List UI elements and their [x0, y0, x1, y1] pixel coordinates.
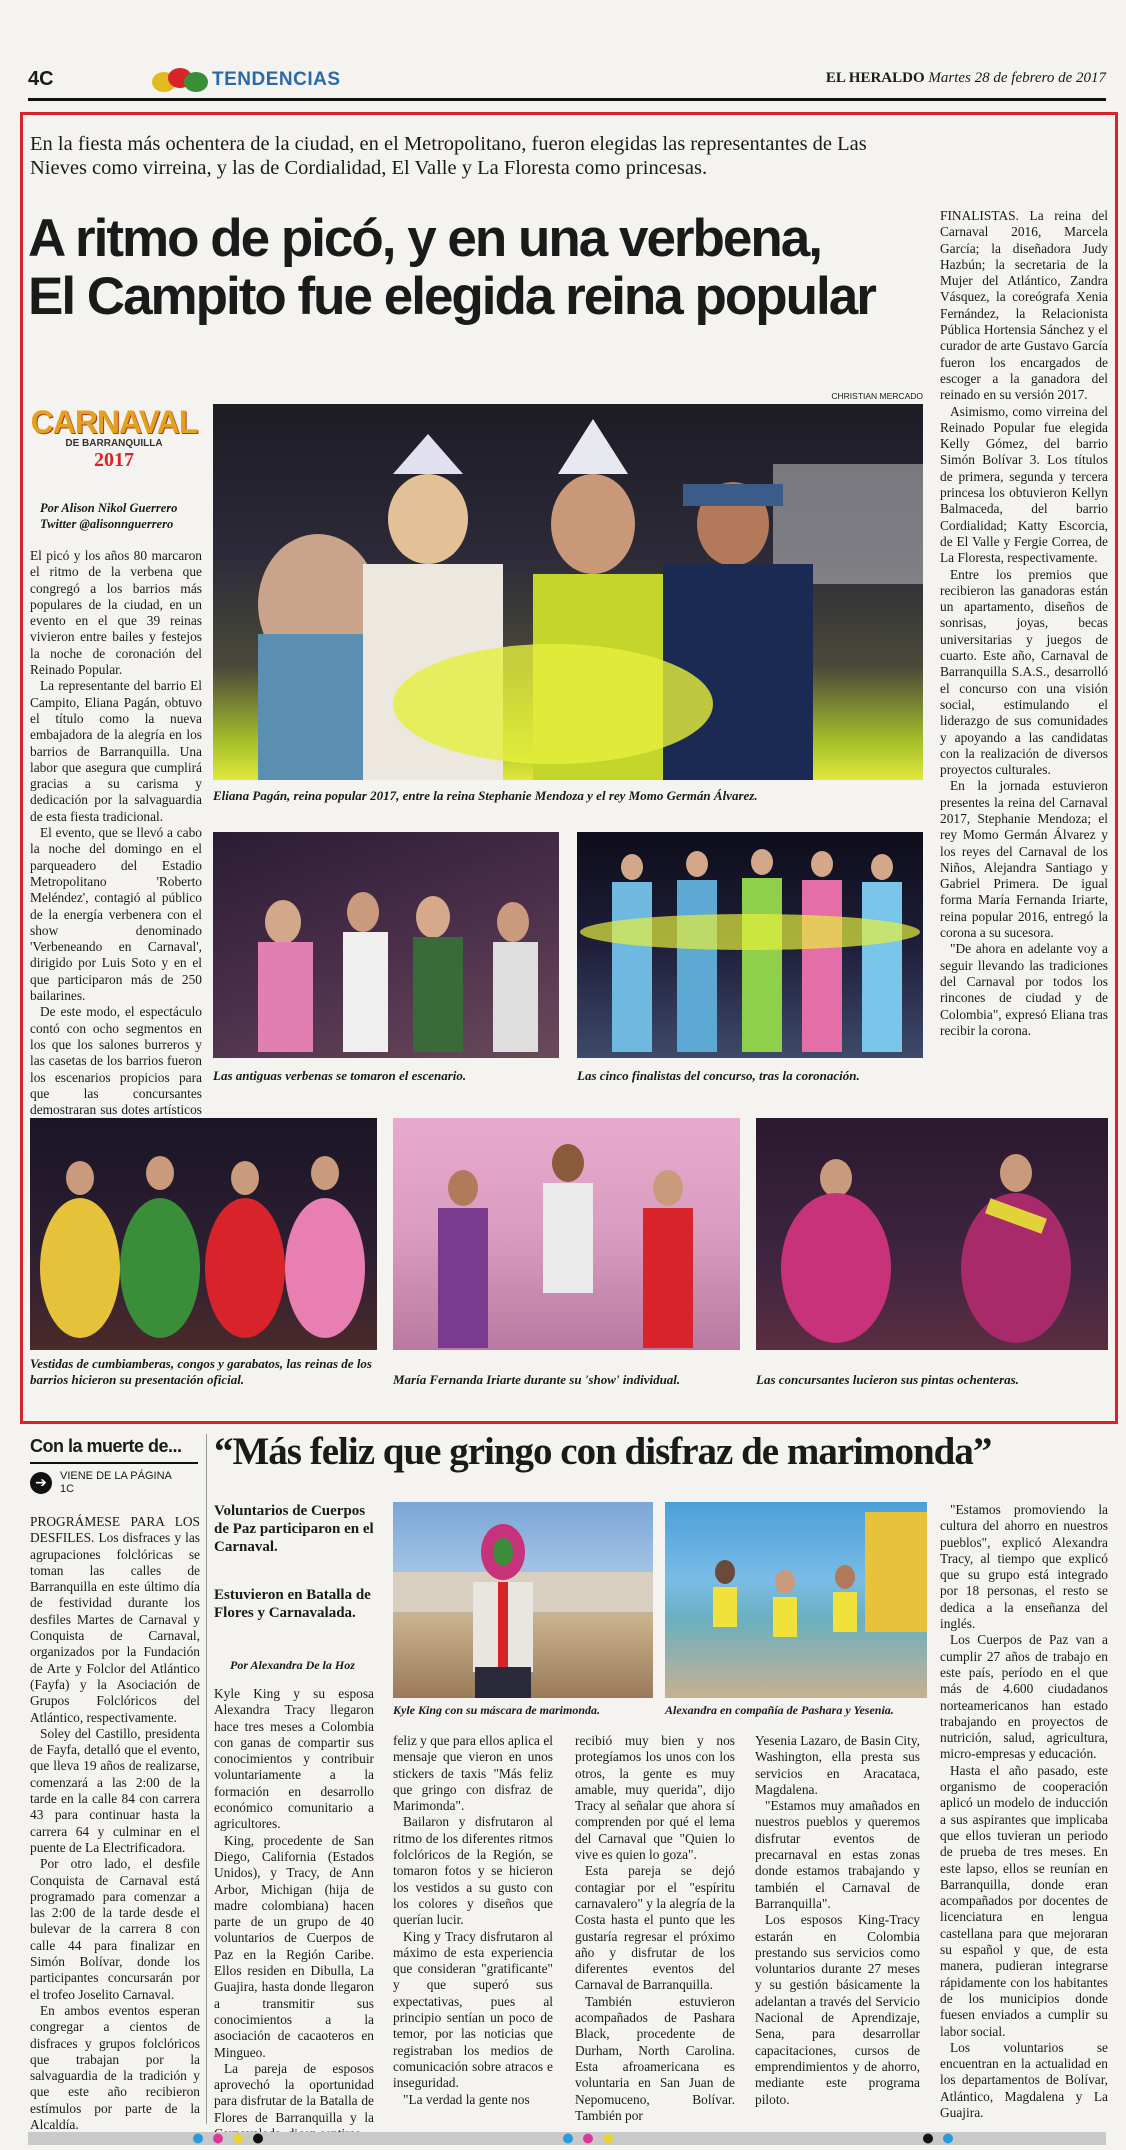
paragraph: "De ahora en adelante voy a seguir llevando las tradiciones del Carnaval por todos los rincones de ciudad y de Colombia", expresó Eliana tras recibir la corona. [940, 941, 1108, 1038]
paragraph: "Estamos muy amañados en nuestros pueblos y queremos disfrutar eventos de precarnaval en estas zonas donde estamos trabajando y también el Carnaval de Barranquilla". [755, 1798, 920, 1911]
byline [40, 500, 200, 532]
paragraph: Los Cuerpos de Paz van a cumplir 27 años de trabajo en este país, período en el que más de 4.600 ciudadanos norteamericanos han estado trabajando en proyectos de nutrición, salud, agricultura, micro-empresas y educación. [940, 1632, 1108, 1762]
logo-subtitle: DE BARRANQUILLA [65, 438, 163, 449]
photo-verbenas [213, 832, 559, 1058]
photo-finalistas [577, 832, 923, 1058]
second-headline: “Más feliz que gringo con disfraz de marimonda” [214, 1430, 992, 1473]
second-body-col-b [393, 1733, 553, 2108]
paragraph: Yesenia Lazaro, de Basin City, Washington, ella presta sus servicios en Aracataca, Magdalena. [755, 1733, 920, 1797]
caption-iriarte: María Fernanda Iriarte durante su 'show' individual. [393, 1372, 681, 1387]
paragraph: En la jornada estuvieron presentes la reina del Carnaval 2017, Stephanie Mendoza; el rey Momo Germán Álvarez y los reyes del Carnaval de los Niños, Alejandra Santiago y Gabriel Primera. De igual forma María Fernanda Iriarte, reina popular 2016, entregó la corona a su sucesora. [940, 778, 1108, 941]
column-divider [206, 1434, 207, 2124]
jump-arrow-icon[interactable]: ➔ [30, 1472, 52, 1494]
second-byline: Por Alexandra De la Hoz [230, 1658, 355, 1672]
paragraph: PROGRÁMESE PARA LOS DESFILES. Los disfraces y las agrupaciones folclóricas se toman las calles de Barranquilla en este último día de festividad durante los desfiles Martes de Carnaval y Conquista de Carnaval, organizados por la Fundación de Arte y Folclor del Atlántico (Fayfa) y la Asociación de Grupos Folclóricos del Atlántico, respectivamente. [30, 1514, 200, 1725]
photo-alexandra [665, 1502, 927, 1698]
byline-twitter: Twitter @alisonnguerrero [40, 517, 174, 531]
caption-finalistas: Las cinco finalistas del concurso, tras la coronación. [577, 1068, 860, 1083]
main-photo [213, 404, 923, 780]
photo-ochenteras [756, 1118, 1108, 1350]
paragraph: Kyle King y su esposa Alexandra Tracy llegaron hace tres meses a Colombia con ganas de compartir sus conocimientos y contribuir voluntariamente a la formación en desarrollo económico comunitario a agricultores. [214, 1686, 374, 1832]
second-body-col-d [755, 1733, 920, 2108]
lead-body-col-1 [30, 548, 202, 1135]
caption-cumbiamberas: Vestidas de cumbiamberas, congos y garabatos, las reinas de los barrios hicieron su presentación oficial. [30, 1356, 372, 1387]
photo-kyle-king [393, 1502, 653, 1698]
paragraph: King, procedente de San Diego, California (Estados Unidos), y Tracy, de Ann Arbor, Michigan (hija de madre colombiana) hacen parte de un grupo de 40 voluntarios de Cuerpos de Paz en la Región Caribe. Ellos residen en Dibulla, La Guajira, hasta donde llegaron a transmitir sus conocimientos a la asociación de cacaoteros en Mingueo. [214, 1832, 374, 2060]
second-body-col-e [940, 1502, 1108, 2121]
paragraph: Bailaron y disfrutaron al ritmo de los diferentes ritmos folclóricos de la Región, se tomaron fotos y se hicieron los vestidos a su gusto con los colores y diseños que querían lucir. [393, 1814, 553, 1928]
paragraph: King y Tracy disfrutaron al máximo de esta experiencia que consideran "gratificante" y que superó sus expectativas, pues al principio sentían un poco de temor, por las noticias que registraban los medios de comunicación sobre atracos e inseguridad. [393, 1928, 553, 2091]
paragraph: Asimismo, como virreina del Reinado Popular fue elegida Kelly Gómez, del barrio Simón Bolívar 3. Los títulos de primera, segunda y tercera princesa los obtuvieron Kellyn Balmaceda, del barrio Cordialidad; Katty Escorcia, de El Valle y Fergie Correa, de La Floresta, respectivamente. [940, 403, 1108, 566]
byline-author: Por Alison Nikol Guerrero [40, 501, 178, 515]
paragraph: "La verdad la gente nos [403, 2091, 530, 2107]
caption-ochenteras: Las concursantes lucieron sus pintas ochenteras. [756, 1372, 1019, 1387]
paragraph: FINALISTAS. La reina del Carnaval 2016, Marcela García; la diseñadora Judy Hazbún; la secretaria de la Mujer del Atlántico, Zandra Vásquez, la coreógrafa Xenia Fernández, la Relacionista Pública Hortensia Sánchez y el curador de arte Gustavo García fueron los encargados de escoger a la ganadora del reinado en su versión 2017. [940, 208, 1108, 403]
paragraph: Los voluntarios se encuentran en la actualidad en los departamentos de Bolívar, Atlántico, Magdalena y La Guajira. [940, 2039, 1108, 2120]
paragraph: Entre los premios que recibieron las ganadoras están un apartamento, diseños de sonrisas, joyas, becas universitarias y juegos de cuarto. Este año, Carnaval de Barranquilla S.A.S., desarrolló el concurso con una visión social, estimulando el liderazgo de sus comunidades y apoyando a las candidatas con la realización de diversos proyectos culturales. [940, 566, 1108, 778]
paragraph: Los esposos King-Tracy estarán en Colombia prestando sus servicios como voluntarios durante 27 meses y su gestión básicamente la adelantan a través del Servicio Nacional de Aprendizaje, Sena, para desarrollar capacitaciones, cursos de emprendimientos y de ahorro, mediante este programa piloto. [755, 1912, 920, 2107]
paragraph: La pareja de esposos aprovechó la oportunidad para disfrutar de la Batalla de Flores de Barranquilla y la [214, 2060, 374, 2125]
paragraph: También estuvieron acompañados de Pashara Black, procedente de Durham, North Carolina. Esta afroamericana es voluntaria en San Juan de Nepomuceno, Bolívar. También por [575, 1993, 735, 2123]
paragraph: En ambos eventos esperan congregar a cientos de disfraces y grupos folclóricos que trabajan por la salvaguardia de la tradición y que este año recibieron estímulos por parte de la Alcaldía. [30, 2002, 200, 2132]
second-body-col-c [575, 1733, 735, 2124]
logo-title: CARNAVAL [30, 404, 198, 440]
headline-line-2: El Campito fue elegida reina popular [28, 267, 875, 326]
second-body-col-a [214, 1686, 374, 2142]
deck-2: Estuvieron en Batalla de Flores y Carnavalada. [214, 1587, 371, 1621]
sidebar-title: Con la muerte de... [30, 1436, 182, 1456]
caption-alexandra: Alexandra en compañía de Pashara y Yesenia. [665, 1703, 894, 1717]
deck-1: Voluntarios de Cuerpos de Paz participaron en el Carnaval. [214, 1503, 374, 1555]
lead-kicker: En la fiesta más ochentera de la ciudad, en el Metropolitano, fueron elegidas las representantes de Las Nieves como virreina, y las de Cordialidad, El Valle y La Floresta como princesas. [30, 133, 867, 179]
photo-credit: CHRISTIAN MERCADO [831, 391, 923, 401]
paragraph: La representante del barrio El Campito, Eliana Pagán, obtuvo el título como la nueva embajadora de la alegría en los barrios de Barranquilla. Una labor que asegura que cumplirá gracias a su carisma y dedicación por la salvaguardia de esta fiesta tradicional. [30, 678, 202, 824]
caption-kyle-king: Kyle King con su máscara de marimonda. [393, 1703, 601, 1717]
section-logo-icon [150, 66, 210, 94]
sidebar-rule [30, 1462, 198, 1464]
header-rule [28, 98, 1106, 101]
page-number: 4C [28, 68, 54, 90]
paragraph: El evento, que se llevó a cabo la noche del domingo en el parqueadero del Estadio Metropolitano 'Roberto Meléndez', contagió al público de la energía verbenera con el show denominado 'Verbeneando en Carnaval', dirigido por Luis Soto y en el que participaron más de 250 bailarines. [30, 825, 202, 1004]
issue-date: Martes 28 de febrero de 2017 [928, 70, 1106, 86]
jump-reference[interactable]: VIENE DE LA PÁGINA 1C [60, 1470, 172, 1495]
section-name: TENDENCIAS [212, 69, 341, 90]
paragraph: Hasta el año pasado, este organismo de cooperación aplicó un modelo de inducción a sus aspirantes que implicaba que ellos tuvieran un periodo de prueba de tres meses. En este lapso, ellos se reunían en Barranquilla, donde eran acompañados por docentes de licenciatura en lengua castellana para que mejoraran su español y que, de esta manera, pudieran integrarse rápidamente con los habitantes de los municipios donde fuesen enviados a cumplir su labor social. [940, 1762, 1108, 2039]
lead-headline [28, 210, 928, 326]
logo-year: 2017 [94, 449, 134, 471]
newspaper-name: EL HERALDO [825, 70, 925, 86]
headline-line-1: A ritmo de picó, y en una verbena, [28, 209, 821, 268]
paragraph: Soley del Castillo, presidenta de Fayfa, detalló que el evento, que lleva 19 años de realizarse, comenzará a las 2:00 de la tarde en la calle 84 con carrera 43 para continuar hasta la carrera 64 y culminar en el puente de La Electrificadora. [30, 1725, 200, 1855]
paragraph: recibió muy bien y nos protegíamos los unos con los otros, la gente es muy amable, muy querida", dijo Tracy al señalar que ahora sí comprenden por qué el lema del Carnaval que "Quien lo vive es quien lo goza". [575, 1733, 735, 1863]
print-registration-bar [28, 2132, 1106, 2145]
lead-body-col-right [940, 208, 1108, 1039]
sidebar-body [30, 1514, 200, 2133]
photo-iriarte [393, 1118, 740, 1350]
paragraph: feliz y que para ellos aplica el mensaje que vieron en unos stickers de taxis "Más feliz que gringo con disfraz de Marimonda". [393, 1733, 553, 1814]
paragraph: El picó y los años 80 marcaron el ritmo de la verbena que congregó a los barrios más populares de la ciudad, en un evento en el que 39 reinas vivieron entre bailes y festejos la noche de coronación del Reinado Popular. [30, 548, 202, 678]
paragraph: De este modo, el espectáculo contó con ocho segmentos en los que los salones burreros y las casetas de los barrios fueron los escenarios propicios para que las concursantes demostraran sus dotes artísticos [30, 1004, 202, 1118]
photo-cumbiamberas [30, 1118, 377, 1350]
carnaval-logo [30, 406, 198, 480]
paragraph: Por otro lado, el desfile Conquista de Carnaval está programado para comenzar a las 2:00 de la tarde desde el bulevar de la carrera 8 con calle 44 para finalizar en Simón Bolívar, donde los participantes concursarán por el trofeo Joselito Carnaval. [30, 1856, 200, 2002]
paragraph: "Estamos promoviendo la cultura del ahorro en nuestros pueblos", explicó Alexandra Tracy, al tiempo que explicó que su grupo está integrado por 18 personas, el resto se dedica a la enseñanza del inglés. [940, 1502, 1108, 1632]
caption-main: Eliana Pagán, reina popular 2017, entre la reina Stephanie Mendoza y el rey Momo Germán Álvarez. [213, 788, 758, 803]
caption-verbenas: Las antiguas verbenas se tomaron el escenario. [213, 1068, 467, 1083]
masthead [820, 70, 1106, 87]
paragraph: Esta pareja se dejó contagiar por el "espíritu carnavalero" y la alegría de la Costa hasta el punto que les gustaría regresar el próximo año y disfrutar de los diferentes eventos del Carnaval de Barranquilla. [575, 1863, 735, 1993]
